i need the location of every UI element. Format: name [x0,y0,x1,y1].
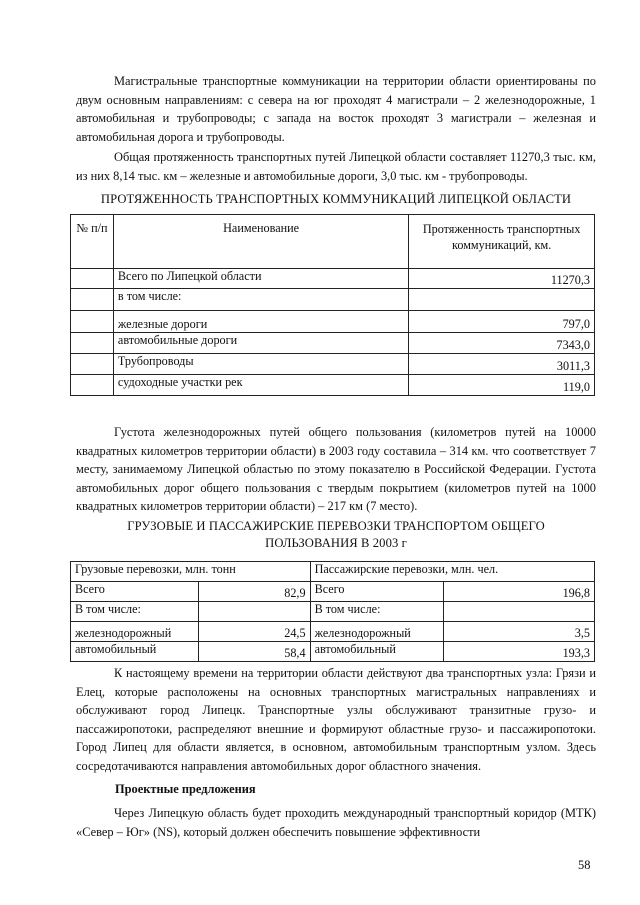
table-row [71,582,595,602]
row-number [71,289,114,311]
row-name: железные дороги [113,311,408,333]
header-name: Наименование [113,215,408,269]
cargo-row-value [198,602,310,622]
row-value: 797,0 [409,311,595,333]
cargo-row-value: 82,9 [198,582,310,602]
row-number [71,333,114,354]
row-name: Всего по Липецкой области [113,269,408,289]
cargo-row-name: автомобильный [71,642,199,662]
row-number [71,354,114,375]
table1-title: ПРОТЯЖЕННОСТЬ ТРАНСПОРТНЫХ КОММУНИКАЦИЙ ЛИПЕЦКОЙ ОБЛАСТИ [100,192,572,206]
row-number [71,311,114,333]
cargo-row-name: железнодорожный [71,622,199,642]
transport-volume-table [70,561,595,662]
table-header-row [71,562,595,582]
table-row [71,311,595,333]
paragraph-transport-hubs: К настоящему времени на территории области действуют два транспортных узла: Грязи и Елец, которые расположены на основных транспортных магистральных направлениях и обслуживают город Липецк. Транспортные узлы обслуживают транзитные грузо- и пассажиропотоки, распределяют внешние и формируют областные грузо- и пассажиропотоки. Город Липец для области является, в основном, автомобильным транспортным узлом. Здесь сосредотачиваются направления автомобильных дорог областного значения. [76,666,596,773]
row-name: судоходные участки рек [113,375,408,396]
paragraph-total-length: Общая протяженность транспортных путей Липецкой области составляет 11270,3 тыс. км, из них 8,14 тыс. км – железные и автомобильные дороги, 3,0 тыс. км - трубопроводы. [76,150,596,183]
table-header-row [71,215,595,269]
paragraph-railway-density: Густота железнодорожных путей общего пользования (километров путей на 10000 квадратных километров территории области) в 2003 году составила – 314 км. что соответствует 7 месту, занимаемому Липецкой областью по этому показателю в Российской Федерации. Густота автомобильных дорог общего пользования с твердым покрытием (километров путей на 1000 квадратных километров территории области) – 217 км (7 место). [76,425,596,513]
table-row [71,622,595,642]
section-heading: Проектные предложения [115,782,256,796]
passenger-row-name: автомобильный [310,642,444,662]
table-row [71,269,595,289]
table-row [71,289,595,311]
header-length: Протяженность транспортных коммуникаций, км. [409,215,595,269]
passenger-row-name: В том числе: [310,602,444,622]
row-value: 7343,0 [409,333,595,354]
row-value [409,289,595,311]
passenger-header: Пассажирские перевозки, млн. чел. [310,562,594,582]
row-value: 119,0 [409,375,595,396]
header-number: № п/п [71,215,114,269]
cargo-row-value: 24,5 [198,622,310,642]
passenger-row-name: Всего [310,582,444,602]
row-number [71,269,114,289]
table-row [71,354,595,375]
table-row [71,375,595,396]
table-row [71,602,595,622]
cargo-row-value: 58,4 [198,642,310,662]
table2-title-line1: ГРУЗОВЫЕ И ПАССАЖИРСКИЕ ПЕРЕВОЗКИ ТРАНСПОРТОМ ОБЩЕГО [127,519,545,533]
row-name: Трубопроводы [113,354,408,375]
row-value: 3011,3 [409,354,595,375]
cargo-header: Грузовые перевозки, млн. тонн [71,562,311,582]
paragraph-trunk-routes: Магистральные транспортные коммуникации на территории области ориентированы по двум основным направлениям: с севера на юг проходят 4 магистрали – 2 железнодорожные, 1 автомобильная и трубопроводы; с запада на восток проходят 3 магистрали – железная и автомобильная дорога и трубопроводы. [76,74,596,144]
row-name: автомобильные дороги [113,333,408,354]
page-number: 58 [578,858,591,872]
cargo-row-name: Всего [71,582,199,602]
passenger-row-name: железнодорожный [310,622,444,642]
passenger-row-value: 193,3 [444,642,595,662]
cargo-row-name: В том числе: [71,602,199,622]
transport-length-table [70,214,595,396]
row-value: 11270,3 [409,269,595,289]
table2-title-line2: ПОЛЬЗОВАНИЯ В 2003 г [265,536,407,550]
table-row [71,642,595,662]
passenger-row-value: 196,8 [444,582,595,602]
passenger-row-value: 3,5 [444,622,595,642]
table-row [71,333,595,354]
paragraph-transport-corridor: Через Липецкую область будет проходить международный транспортный коридор (МТК) «Север – Юг» (NS), который должен обеспечить повышение эффективности [76,806,596,839]
row-number [71,375,114,396]
passenger-row-value [444,602,595,622]
row-name: в том числе: [113,289,408,311]
